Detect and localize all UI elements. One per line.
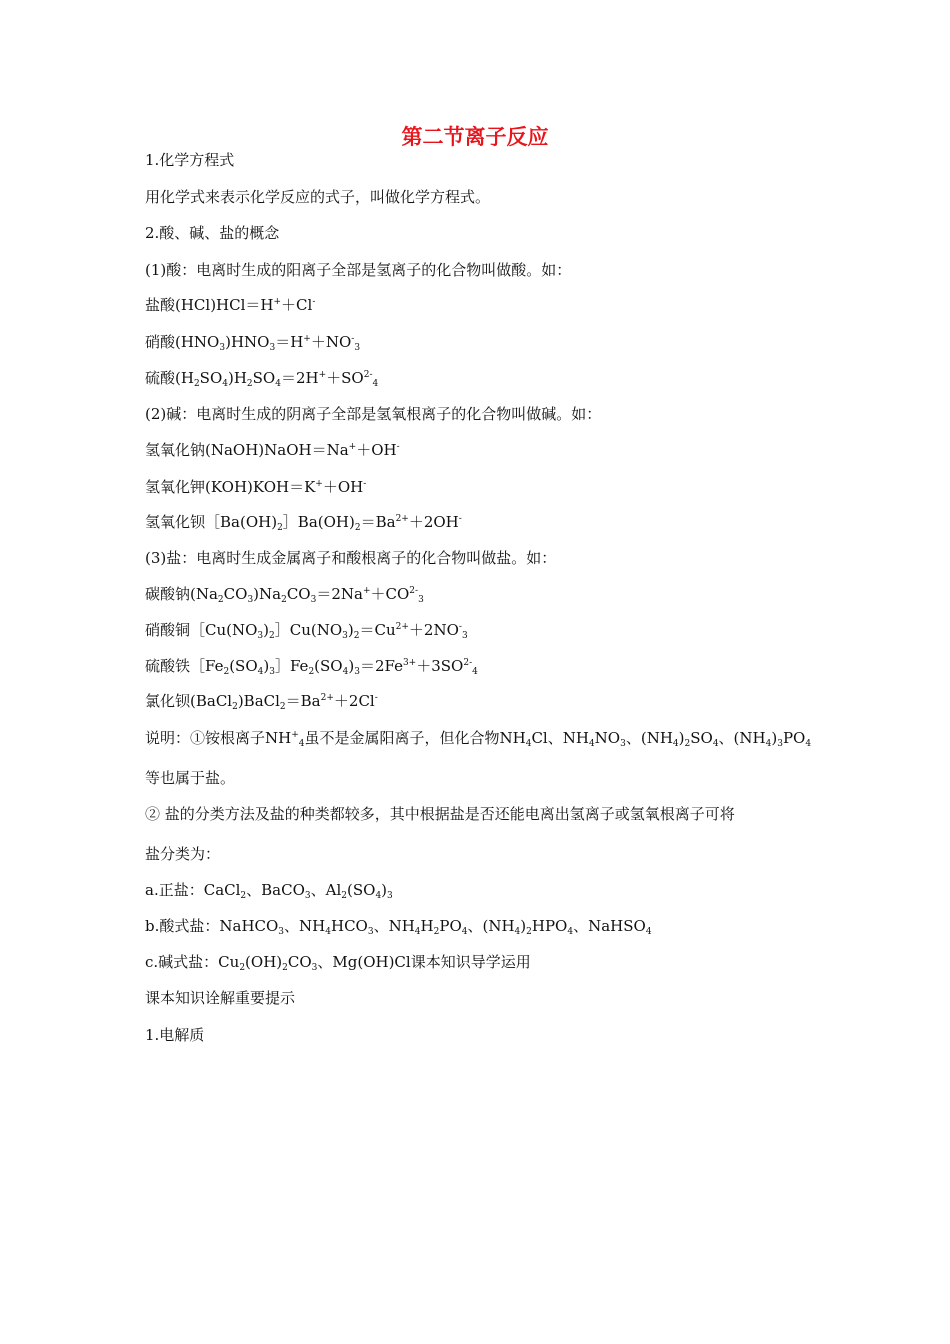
subscript: 4: [461, 927, 468, 937]
text-line: [145, 476, 366, 498]
text-run: ): [348, 657, 355, 675]
text-run: NO: [594, 729, 621, 747]
text-run: ＝2Na: [316, 585, 363, 603]
text-run: 、NH: [284, 917, 326, 935]
superscript: +: [362, 586, 371, 596]
text-run: )H: [227, 369, 247, 387]
subscript: 3: [354, 343, 361, 353]
superscript: 2+: [395, 514, 409, 524]
subscript: 2: [269, 631, 275, 641]
subscript: 4: [275, 379, 281, 389]
text-run: 虽不是金属阳离子，但化合物NH: [304, 729, 526, 747]
text-run: ＝Ba: [360, 513, 396, 531]
text-run: ): [263, 657, 270, 675]
subscript: 4: [514, 927, 521, 937]
text-run: ＝H: [275, 333, 304, 351]
subscript: 3: [387, 891, 393, 901]
text-line: [145, 879, 393, 901]
text-line: [145, 987, 295, 1009]
subscript: 2: [246, 379, 253, 389]
subscript: 3: [257, 631, 264, 641]
text-run: (OH): [245, 953, 283, 971]
subscript: 3: [311, 963, 318, 973]
text-run: ＋2NO: [408, 621, 459, 639]
text-run: ＝2Fe: [359, 657, 403, 675]
subscript: 2: [354, 523, 361, 533]
page-title: 第二节离子反应: [401, 125, 549, 149]
text-line: [145, 803, 735, 825]
superscript: -: [351, 334, 355, 344]
subscript: 4: [222, 379, 228, 389]
text-run: ＋2OH: [408, 513, 459, 531]
text-run: 硝酸铜［Cu(NO: [145, 621, 258, 639]
text-run: ＝2H: [280, 369, 319, 387]
text-run: ］Fe: [274, 657, 309, 675]
text-run: a.正盐：CaCl: [145, 881, 241, 899]
superscript: -: [363, 479, 367, 489]
subscript: 3: [777, 739, 783, 749]
text-run: HPO: [531, 917, 568, 935]
text-line: [145, 149, 234, 171]
text-line: [145, 186, 490, 208]
text-run: 等也属于盐。: [145, 769, 236, 787]
text-run: 1.化学方程式: [145, 151, 235, 169]
text-run: ): [520, 917, 527, 935]
superscript: +: [291, 730, 299, 740]
text-run: )BaCl: [237, 692, 280, 710]
text-run: ): [771, 729, 778, 747]
text-run: ］Cu(NO: [274, 621, 343, 639]
subscript: 2: [277, 523, 283, 533]
subscript: 4: [257, 667, 264, 677]
subscript: 3: [269, 343, 276, 353]
subscript: 2: [279, 702, 286, 712]
superscript: 3+: [402, 658, 417, 668]
superscript: -: [312, 297, 316, 307]
text-run: PO: [782, 729, 806, 747]
superscript: +: [348, 442, 357, 452]
subscript: 4: [414, 927, 421, 937]
text-run: ＋NO: [310, 333, 352, 351]
text-run: H: [420, 917, 434, 935]
text-run: b.酸式盐：NaHCO: [145, 917, 279, 935]
subscript: 4: [375, 891, 382, 901]
text-run: PO: [439, 917, 462, 935]
subscript: 4: [805, 739, 812, 749]
superscript: 2+: [320, 693, 334, 703]
superscript: +: [273, 297, 282, 307]
text-run: ): [347, 621, 354, 639]
subscript: 2: [684, 739, 691, 749]
text-run: 、Mg(OH)Cl课本知识导学运用: [317, 953, 531, 971]
text-run: ］Ba(OH): [282, 513, 355, 531]
subscript: 4: [672, 739, 679, 749]
text-line: [145, 547, 556, 569]
text-line: [145, 727, 811, 749]
text-run: (2)碱：电离时生成的阴离子全部是氢氧根离子的化合物叫做碱。如：: [145, 405, 602, 423]
text-line: [145, 951, 531, 973]
text-run: ＋SO: [326, 369, 364, 387]
subscript: 2: [308, 667, 315, 677]
text-run: c.碱式盐：Cu: [145, 953, 240, 971]
text-run: 说明：①铵根离子NH: [145, 729, 292, 747]
text-run: ): [678, 729, 685, 747]
subscript: 4: [298, 739, 305, 749]
text-run: (3)盐：电离时生成金属离子和酸根离子的化合物叫做盐。如：: [145, 549, 557, 567]
text-line: [145, 367, 378, 389]
text-run: 盐分类为：: [145, 845, 221, 863]
text-line: [145, 655, 478, 677]
superscript: +: [318, 370, 327, 380]
text-run: ＝Cu: [359, 621, 396, 639]
subscript: 3: [354, 667, 360, 677]
subscript: 2: [341, 891, 347, 901]
text-run: 氢氧化钾(KOH)KOH＝K: [145, 478, 316, 496]
subscript: 3: [418, 595, 424, 605]
text-line: [145, 843, 220, 865]
text-run: 氢氧化钡［Ba(OH): [145, 513, 278, 531]
text-run: 2.酸、碱、盐的概念: [145, 224, 280, 242]
subscript: 3: [269, 667, 275, 677]
subscript: 4: [372, 379, 379, 389]
subscript: 2: [433, 927, 440, 937]
subscript: 2: [232, 702, 238, 712]
subscript: 4: [342, 667, 349, 677]
subscript: 2: [353, 631, 360, 641]
text-run: (1)酸：电离时生成的阳离子全部是氢离子的化合物叫做酸。如：: [145, 261, 572, 279]
text-run: 硫酸铁［Fe: [145, 657, 224, 675]
subscript: 3: [310, 595, 317, 605]
text-line: [145, 619, 468, 641]
text-run: ＋OH: [322, 478, 364, 496]
text-run: )Na: [253, 585, 282, 603]
text-run: CO: [287, 953, 312, 971]
subscript: 4: [525, 739, 532, 749]
subscript: 4: [588, 739, 595, 749]
text-run: 盐酸(HCl)HCl＝H: [145, 296, 274, 314]
text-run: ＋2Cl: [333, 692, 375, 710]
subscript: 3: [367, 927, 374, 937]
text-run: 、(NH: [718, 729, 766, 747]
text-run: ): [381, 881, 388, 899]
text-run: ＋CO: [370, 585, 410, 603]
text-line: [145, 403, 601, 425]
text-run: 、BaCO: [246, 881, 305, 899]
text-run: (SO: [229, 657, 258, 675]
superscript: -: [396, 442, 400, 452]
superscript: -: [458, 514, 462, 524]
text-run: 用化学式来表示化学反应的式子，叫做化学方程式。: [145, 188, 491, 206]
subscript: 4: [472, 667, 478, 677]
subscript: 3: [219, 343, 226, 353]
superscript: -: [458, 622, 462, 632]
text-run: (SO: [314, 657, 343, 675]
text-run: SO: [252, 369, 276, 387]
text-run: CO: [223, 585, 248, 603]
text-run: CO: [286, 585, 311, 603]
text-run: ＋Cl: [281, 296, 313, 314]
text-run: Cl、NH: [531, 729, 589, 747]
text-line: [145, 259, 571, 281]
superscript: -: [374, 693, 378, 703]
subscript: 2: [240, 891, 247, 901]
subscript: 4: [765, 739, 772, 749]
subscript: 4: [325, 927, 331, 937]
text-run: (SO: [347, 881, 376, 899]
subscript: 3: [278, 927, 285, 937]
subscript: 4: [567, 927, 574, 937]
superscript: 2+: [395, 622, 409, 632]
subscript: 3: [342, 631, 348, 641]
text-run: 碳酸钠(Na: [145, 585, 218, 603]
text-run: 、Al: [310, 881, 342, 899]
subscript: 3: [461, 631, 468, 641]
text-run: ＝Ba: [285, 692, 321, 710]
text-line: [145, 294, 315, 316]
text-run: 硫酸(H: [145, 369, 194, 387]
text-line: [145, 915, 652, 937]
text-run: 氢氧化钠(NaOH)NaOH＝Na: [145, 441, 349, 459]
text-run: )HNO: [225, 333, 270, 351]
subscript: 4: [712, 739, 719, 749]
text-line: [145, 439, 400, 461]
text-line: [145, 222, 279, 244]
text-run: 1.电解质: [145, 1026, 205, 1044]
subscript: 3: [304, 891, 311, 901]
subscript: 3: [620, 739, 626, 749]
superscript: 2-: [463, 658, 473, 668]
text-line: [145, 767, 235, 789]
subscript: 2: [223, 667, 230, 677]
text-run: 、NH: [373, 917, 415, 935]
text-line: [145, 1024, 204, 1046]
subscript: 2: [217, 595, 224, 605]
text-run: 氯化钡(BaCl: [145, 692, 233, 710]
superscript: +: [315, 479, 323, 489]
subscript: 3: [247, 595, 254, 605]
text-run: ＋OH: [356, 441, 397, 459]
text-run: ): [263, 621, 270, 639]
superscript: 2-: [363, 370, 373, 380]
text-run: 硝酸(HNO: [145, 333, 220, 351]
text-run: 课本知识诠解重要提示: [145, 989, 296, 1007]
superscript: 2-: [409, 586, 419, 596]
text-run: HCO: [330, 917, 368, 935]
text-run: ＋3SO: [416, 657, 464, 675]
text-run: SO: [690, 729, 713, 747]
subscript: 2: [526, 927, 532, 937]
text-run: 、(NH: [467, 917, 515, 935]
text-line: [145, 331, 360, 353]
text-line: [145, 511, 462, 533]
text-run: 、(NH: [625, 729, 673, 747]
text-run: ② 盐的分类方法及盐的种类都较多，其中根据盐是否还能电离出氢离子或氢氧根离子可将: [145, 805, 735, 823]
subscript: 2: [193, 379, 200, 389]
subscript: 4: [645, 927, 652, 937]
text-line: [145, 690, 378, 712]
subscript: 2: [282, 963, 288, 973]
superscript: +: [303, 334, 311, 344]
subscript: 2: [239, 963, 246, 973]
subscript: 2: [281, 595, 287, 605]
text-run: SO: [199, 369, 223, 387]
text-line: [145, 583, 424, 605]
text-run: 、NaHSO: [573, 917, 646, 935]
